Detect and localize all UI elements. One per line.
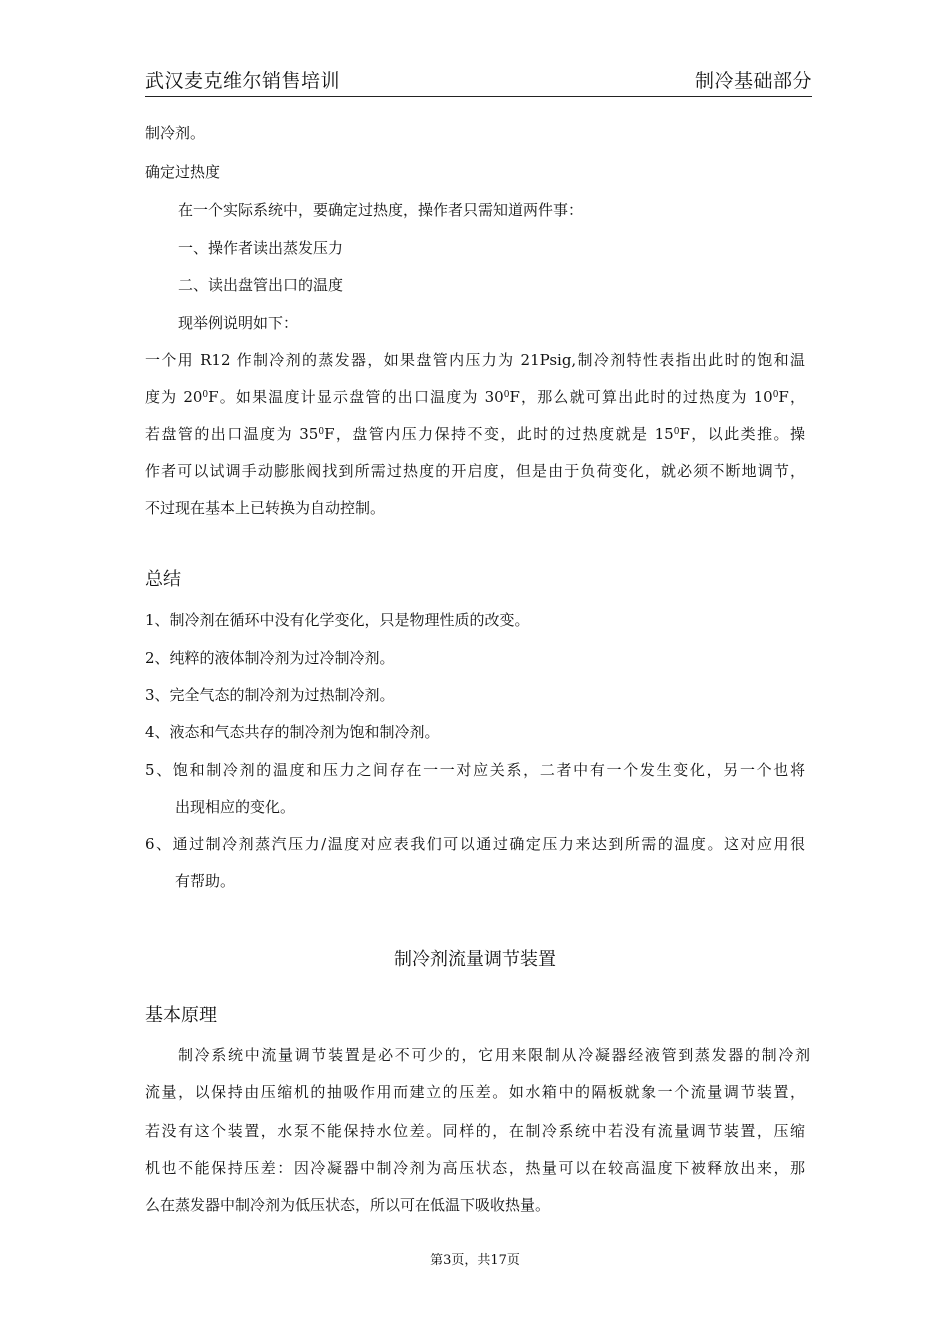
section-heading: 确定过热度 [145, 163, 221, 181]
summary-item: 2、纯粹的液体制冷剂为过冷制冷剂。 [145, 649, 395, 667]
chapter-title: 制冷剂流量调节装置 [394, 949, 556, 970]
summary-item: 6、通过制冷剂蒸汽压力/温度对应表我们可以通过确定压力来达到所需的温度。这对应用很 [145, 835, 805, 853]
degree-mark: 0 [772, 390, 779, 400]
paragraph-line: 作者可以试调手动膨胀阀找到所需过热度的开启度，但是由于负荷变化，就必须不断地调节， [145, 462, 805, 480]
paragraph-line: 么在蒸发器中制冷剂为低压状态，所以可在低温下吸收热量。 [145, 1196, 551, 1214]
summary-item: 5、饱和制冷剂的温度和压力之间存在一一对应关系，二者中有一个发生变化，另一个也将 [145, 761, 805, 779]
summary-item: 4、液态和气态共存的制冷剂为饱和制冷剂。 [145, 723, 440, 741]
paragraph-line: 不过现在基本上已转换为自动控制。 [145, 499, 386, 517]
list-item: 一、操作者读出蒸发压力 [178, 239, 344, 257]
paragraph-line: 流量，以保持由压缩机的抽吸作用而建立的压差。如水箱中的隔板就象一个流量调节装置， [145, 1083, 805, 1101]
paragraph-line: 一个用 R12 作制冷剂的蒸发器，如果盘管内压力为 21Psig,制冷剂特性表指出此时的饱和温 [145, 351, 805, 369]
degree-mark: 0 [318, 427, 325, 437]
summary-item: 1、制冷剂在循环中没有化学变化，只是物理性质的改变。 [145, 611, 530, 629]
page-header [145, 62, 812, 97]
paragraph-line: 若盘管的出口温度为 $35^0F$，盘管内压力保持不变，此时的过热度就是 $15^0F$，以此类推。操 [145, 425, 805, 443]
paragraph-line: 制冷系统中流量调节装置是必不可少的，它用来限制从冷凝器经液管到蒸发器的制冷剂 [178, 1046, 810, 1064]
summary-item-continued: 有帮助。 [175, 872, 236, 890]
summary-item-continued: 出现相应的变化。 [175, 798, 296, 816]
text-line: 现举例说明如下： [178, 314, 299, 332]
paragraph-line: 度为 $20^0F$。如果温度计显示盘管的出口温度为 $30^0F$，那么就可算出此时的过热度为 $10^0F$， [145, 388, 806, 406]
list-item: 二、读出盘管出口的温度 [178, 276, 344, 294]
paragraph-line: 机也不能保持压差：因冷凝器中制冷剂为高压状态，热量可以在较高温度下被释放出来，那 [145, 1159, 805, 1177]
text-line: 在一个实际系统中，要确定过热度，操作者只需知道两件事： [178, 201, 584, 219]
summary-item: 3、完全气态的制冷剂为过热制冷剂。 [145, 686, 395, 704]
paragraph-line: 若没有这个装置，水泵不能保持水位差。同样的，在制冷系统中若没有流量调节装置，压缩 [145, 1122, 805, 1140]
header-right-title: 制冷基础部分 [694, 70, 812, 92]
header-left-title: 武汉麦克维尔销售培训 [145, 70, 341, 92]
page-number: 第3页，共17页 [430, 1253, 520, 1268]
section-heading: 基本原理 [145, 1005, 217, 1026]
text-line: 制冷剂。 [145, 124, 206, 142]
summary-heading: 总结 [145, 569, 181, 590]
degree-mark: 0 [503, 390, 510, 400]
degree-mark: 0 [202, 390, 209, 400]
degree-mark: 0 [673, 427, 680, 437]
